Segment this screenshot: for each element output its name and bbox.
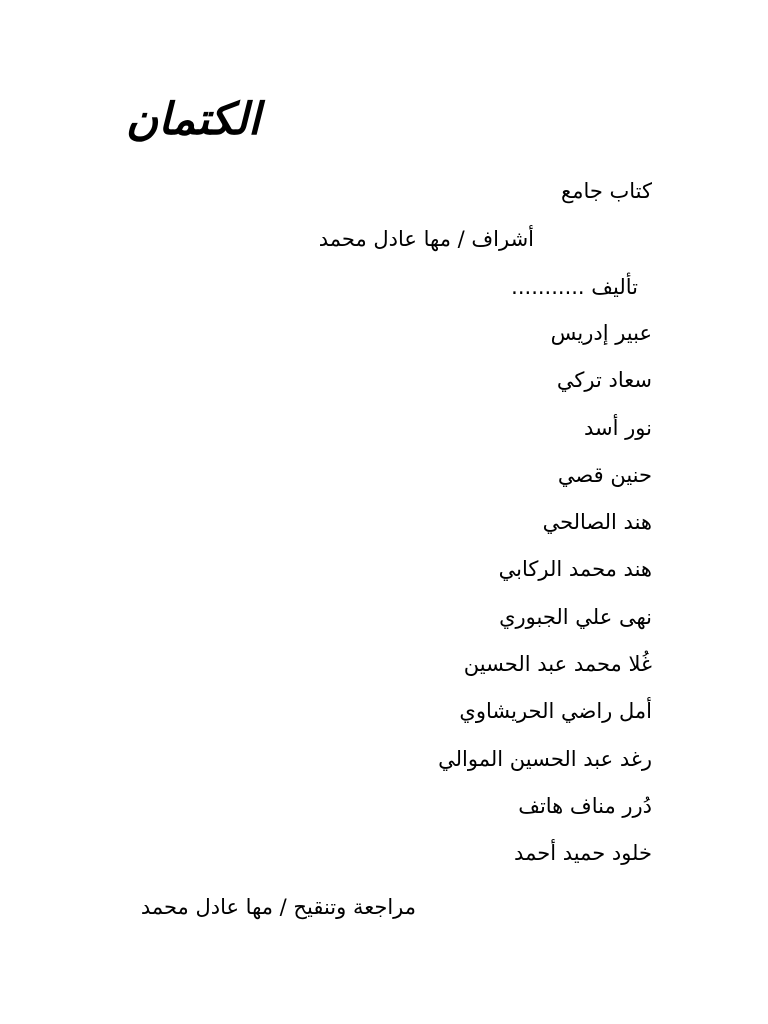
author-name: رغد عبد الحسين الموالي xyxy=(438,746,652,771)
authorship-label: تأليف ........... xyxy=(511,275,638,299)
supervision-line: أشراف / مها عادل محمد xyxy=(318,227,534,251)
review-line: مراجعة وتنقيح / مها عادل محمد xyxy=(140,895,416,919)
author-name: نهى علي الجبوري xyxy=(499,604,652,629)
author-name: هند الصالحي xyxy=(542,510,652,535)
book-type-line: كتاب جامع xyxy=(561,179,652,203)
author-name: عبير إدريس xyxy=(550,321,652,345)
authors-list xyxy=(438,318,652,886)
author-name: هند محمد الركابي xyxy=(498,557,652,582)
document-title: الكتمان xyxy=(125,94,261,145)
author-name: أمل راضي الحريشاوي xyxy=(459,699,652,724)
author-name: غُلا محمد عبد الحسين xyxy=(463,652,652,677)
author-name: خلود حميد أحمد xyxy=(514,841,652,866)
author-name: دُرر مناف هاتف xyxy=(518,793,652,818)
author-name: نور أسد xyxy=(584,415,652,440)
author-name: حنين قصي xyxy=(557,462,652,487)
author-name: سعاد تركي xyxy=(556,368,652,393)
